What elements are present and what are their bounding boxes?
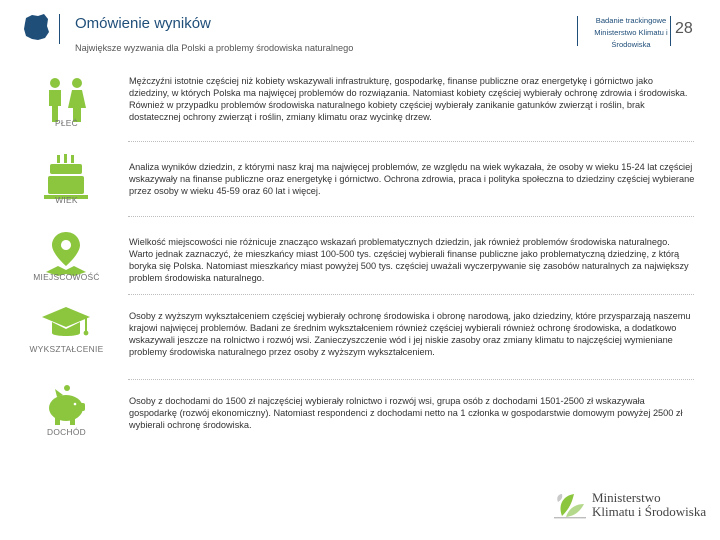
category-label: MIEJSCOWOŚĆ: [33, 272, 100, 282]
category-text: Wielkość miejscowości nie różnicuje znacząco wskazań problematycznych dziedzin, jak również problemów środowiska naturalnego. Warto jednak zaznaczyć, że mieszkańcy miast 100-500 tys. częściej wybierali finanse publiczne jako problematyczną dziedzinę, z którą boryka się Polska. Natomiast mieszkańcy miast powyżej 500 tys. częściej uważali wyczerpywanie się zasobów naturalnych za największy problem środowiska naturalnego.: [129, 237, 689, 283]
location-pin-icon: [38, 228, 94, 278]
category-text: Osoby z dochodami do 1500 zł najczęściej wybierały rolnictwo i rozwój wsi, grupa osób z dochodami 1501-2500 zł wskazywała gospodarkę (rozwój ekonomiczny). Natomiast respondenci z dochodami netto na 1 członka w gospodarstwie domowym powyżej 2500 zł wybierali ochronę środowiska.: [129, 396, 683, 430]
category-text: Analiza wyników dziedzin, z którymi nasz kraj ma najwięcej problemów, ze względu na wiek wykazała, że osoby w wieku 15-24 lat częściej wskazywały na finanse publiczne oraz energetykę i górnictwo. Ochrona zdrowia, praca i polityka społeczna to dziedziny częściej wybierane przez osoby w wieku 45-59 oraz 60 lat i więcej.: [129, 162, 695, 196]
ministry-leaf-logo-icon: [552, 490, 588, 520]
page-subtitle: Największe wyzwania dla Polski a problemy środowiska naturalnego: [75, 43, 354, 53]
header-divider: [59, 14, 60, 44]
page-title: Omówienie wyników: [75, 15, 211, 32]
section-divider: [128, 294, 694, 295]
category-label: PŁEĆ: [54, 118, 79, 128]
ministry-name-line: Ministerstwo: [592, 490, 661, 505]
page-number: 28: [675, 20, 693, 37]
ministry-name: [592, 491, 706, 519]
category-text: Mężczyźni istotnie częściej niż kobiety wskazywali infrastrukturę, gospodarkę, finanse publiczne oraz energetykę i górnictwo jako dziedziny, w których Polska ma najwięcej problemów do rozwiązania. Natomiast kobiety częściej wybierały ochronę zdrowia i środowiska. Również w przypadku problemów środowiska naturalnego kobiety częściej wybierały zanikanie gatunków zwierząt i roślin, brak dostatecznej ochrony zwierząt i roślin, zmiany klimatu oraz wycinkę drzew.: [129, 76, 688, 122]
header-divider: [577, 16, 578, 46]
header-divider: [670, 16, 671, 46]
section-divider: [128, 141, 694, 142]
category-label: WIEK: [55, 195, 78, 205]
category-label: WYKSZTAŁCENIE: [29, 344, 104, 354]
ministry-name-line: Klimatu i Środowiska: [592, 504, 707, 519]
poland-map-icon: [22, 12, 50, 42]
study-label: Badanie trackingowe Ministerstwo Klimatu i Środowiska: [594, 16, 668, 49]
section-divider: [128, 216, 694, 217]
category-label: DOCHÓD: [46, 427, 87, 437]
section-divider: [128, 379, 694, 380]
category-text: Osoby z wyższym wykształceniem częściej wybierały ochronę środowiska i obronę narodową, jako dziedziny, które przysparzają naszemu krajowi najwięcej problemów. Badani ze średnim wykształceniem również częściej wybierali również ochronę środowiska, a dodatkowo wskazywali jeszcze na rolnictwo i rozwój wsi. Zanieczyszczenie wód i jej niskie zasoby oraz zmiany klimatu to najczęściej wymieniane problemy środowiska naturalnego przez osoby z wyższym wykształceniem.: [129, 311, 691, 357]
